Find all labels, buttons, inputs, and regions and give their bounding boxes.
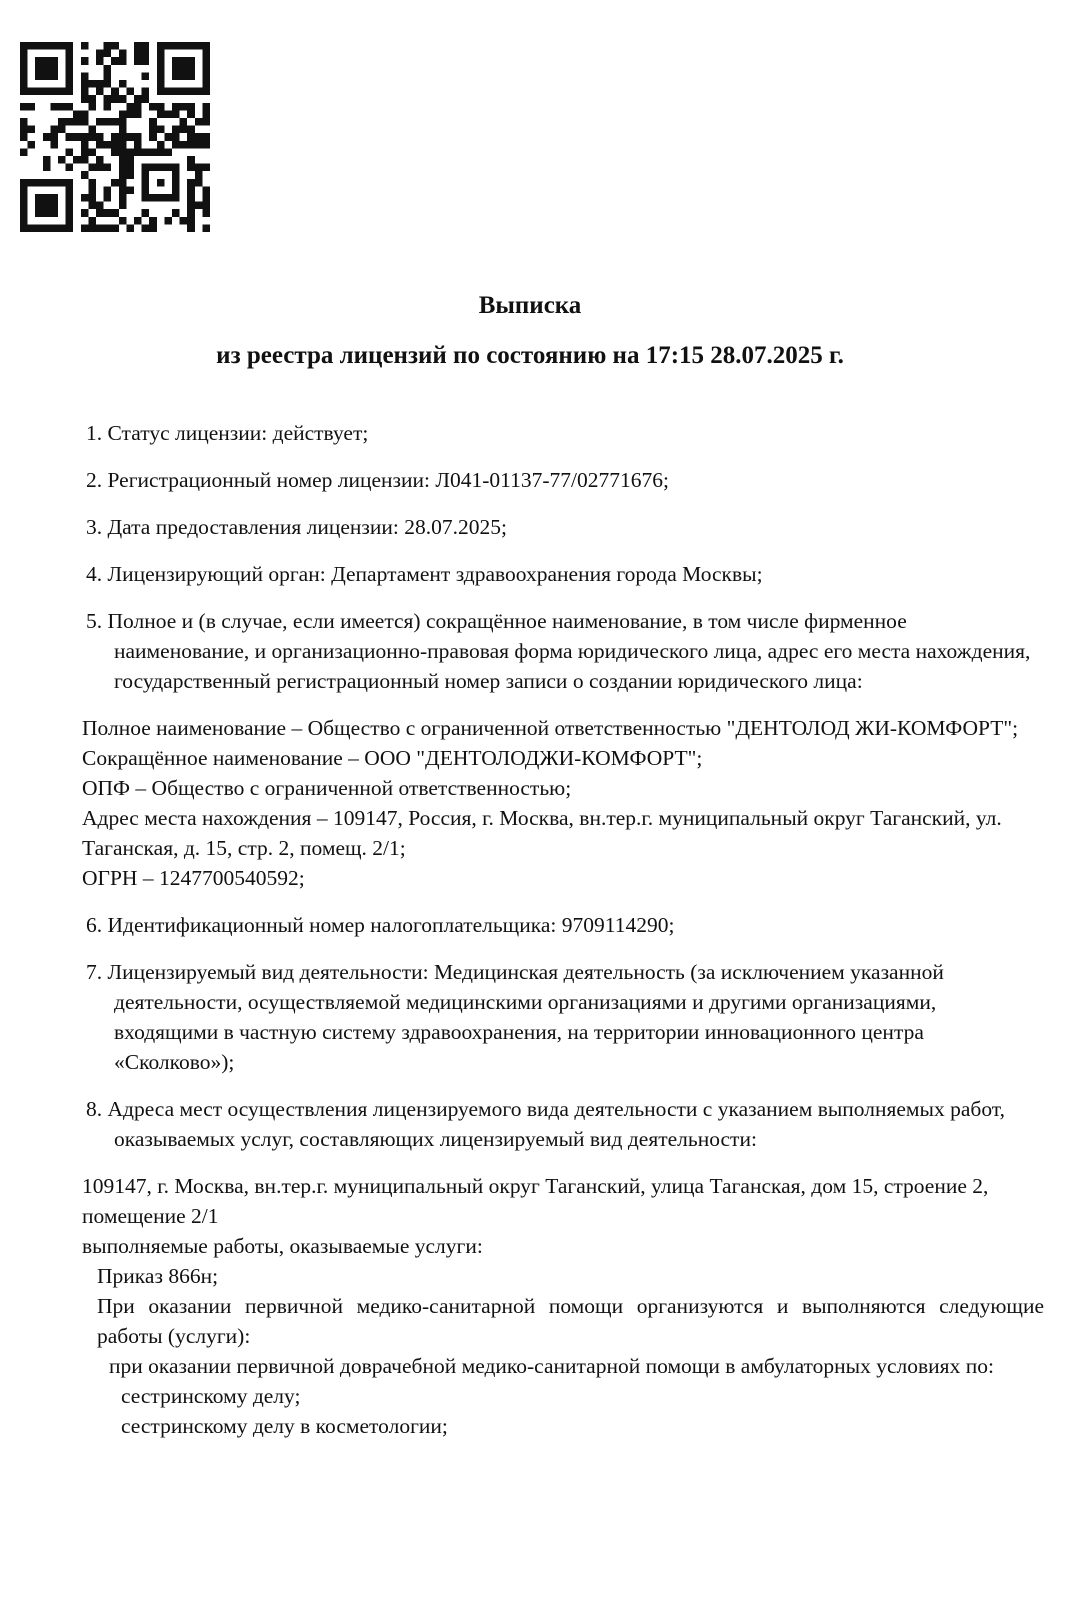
qr-code-icon	[20, 42, 210, 232]
organization-heading: 5. Полное и (в случае, если имеется) сокращённое наименование, в том числе фирменное наименование, и организационно-правовая форма юридического лица, адрес его места нахождения, государственный регистрационный номер записи о создании юридического лица:	[86, 609, 1031, 693]
licensing-authority: 4. Лицензирующий орган: Департамент здравоохранения города Москвы;	[86, 562, 763, 586]
works-label: выполняемые работы, оказываемые услуги:	[82, 1234, 483, 1258]
activity-addresses-heading: 8. Адреса мест осуществления лицензируемого вида деятельности с указанием выполняемых работ, оказываемых услуг, составляющих лицензируемый вид деятельности:	[86, 1097, 1005, 1151]
organization-details	[82, 713, 1044, 893]
org-opf: ОПФ – Общество с ограниченной ответственностью;	[82, 776, 572, 800]
taxpayer-id: 6. Идентификационный номер налогоплательщика: 9709114290;	[86, 913, 675, 937]
location-address: 109147, г. Москва, вн.тер.г. муниципальный округ Таганский, улица Таганская, дом 15, строение 2, помещение 2/1	[82, 1174, 989, 1228]
location-details	[82, 1171, 1044, 1441]
service-item: сестринскому делу в косметологии;	[121, 1414, 448, 1438]
license-date: 3. Дата предоставления лицензии: 28.07.2025;	[86, 515, 507, 539]
prehospital-care-text: при оказании первичной доврачебной медико-санитарной помощи в амбулаторных условиях по:	[109, 1354, 994, 1378]
org-address: Адрес места нахождения – 109147, Россия, г. Москва, вн.тер.г. муниципальный округ Таганский, ул. Таганская, д. 15, стр. 2, помещ. 2/1;	[82, 806, 1002, 860]
licensed-activity: 7. Лицензируемый вид деятельности: Медицинская деятельность (за исключением указанной деятельности, осуществляемой медицинскими организациями и другими организациями, входящими в частную систему здравоохранения, на территории инновационного центра «Сколково»);	[86, 960, 944, 1074]
primary-care-text: При оказании первичной медико-санитарной помощи организуются и выполняются следующие работы (услуги):	[97, 1294, 1044, 1348]
license-status: 1. Статус лицензии: действует;	[86, 421, 369, 445]
document-subtitle: из реестра лицензий по состоянию на 17:15 28.07.2025 г.	[216, 342, 844, 369]
org-short-name: Сокращённое наименование – ООО "ДЕНТОЛОДЖИ-КОМФОРТ";	[82, 746, 703, 770]
org-full-name: Полное наименование – Общество с ограниченной ответственностью "ДЕНТОЛОД ЖИ-КОМФОРТ";	[82, 716, 1019, 740]
license-number: 2. Регистрационный номер лицензии: Л041-01137-77/02771676;	[86, 468, 669, 492]
service-item: сестринскому делу;	[121, 1384, 301, 1408]
org-ogrn: ОГРН – 1247700540592;	[82, 866, 305, 890]
document-body	[82, 418, 1044, 1441]
order-reference: Приказ 866н;	[97, 1264, 219, 1288]
document-title: Выписка	[478, 292, 582, 319]
